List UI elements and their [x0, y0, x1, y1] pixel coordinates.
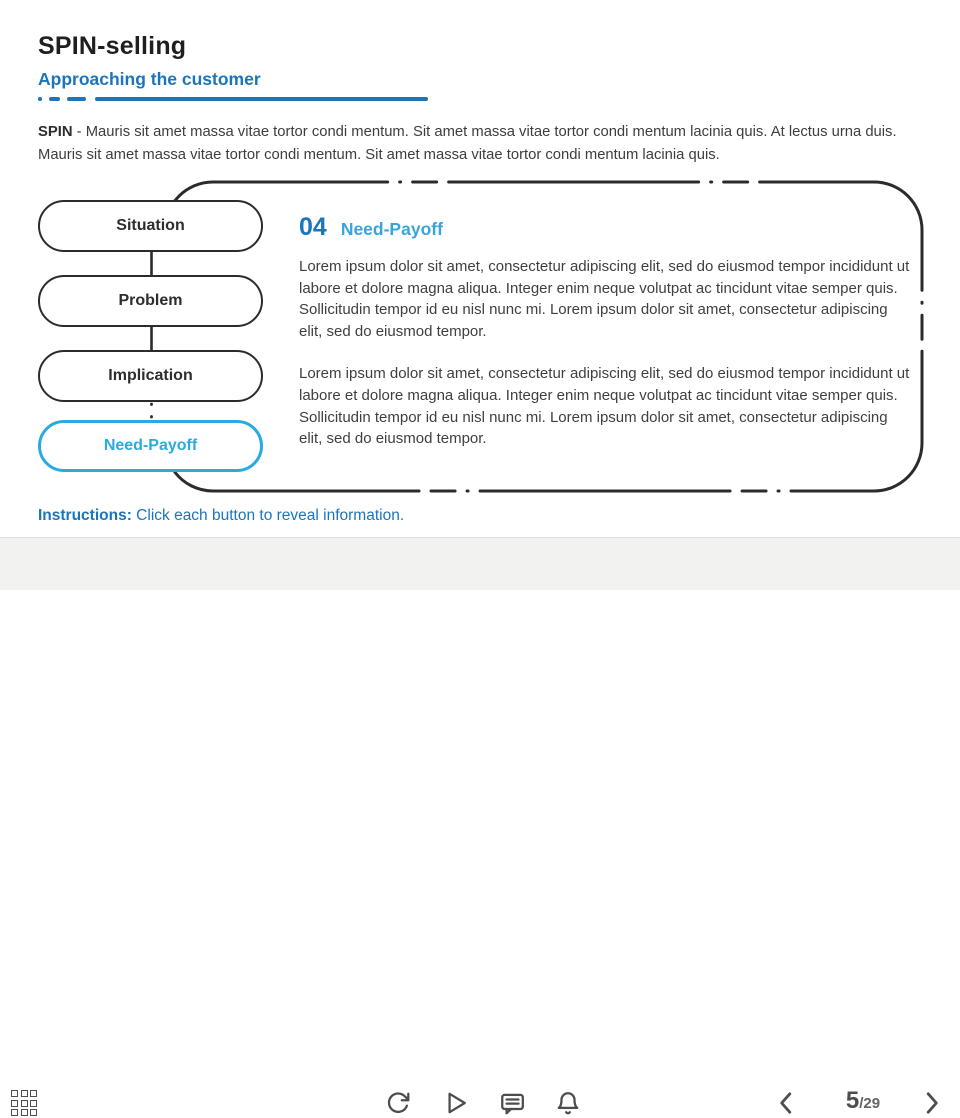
comment-icon	[499, 1090, 525, 1116]
intro-paragraph: SPIN - Mauris sit amet massa vitae tortor condi mentum. Sit amet massa vitae tortor condi mentum lacinia quis. At lectus urna duis. Mauris sit amet massa vitae tortor condi mentum. Sit amet massa vitae tortor condi mentum lacinia quis.	[38, 124, 897, 163]
button-situation[interactable]	[38, 200, 263, 252]
chevron-right-icon	[919, 1090, 945, 1116]
previous-slide-button[interactable]	[771, 1088, 801, 1118]
button-implication[interactable]	[38, 350, 263, 402]
accent-divider	[38, 97, 428, 101]
button-problem-label: Problem	[118, 292, 183, 309]
button-implication-label: Implication	[108, 367, 193, 384]
button-situation-label: Situation	[116, 217, 185, 234]
content-paragraph-1: Lorem ipsum dolor sit amet, consectetur adipiscing elit, sed do eiusmod tempor incididunt ut labore et dolore magna aliqua. Integer enim neque volutpat ac tincidunt vitae semper quis. Sollicitudin tempor id eu nisl nunc mi. Lorem ipsum dolor sit amet, consectetur adipiscing elit, sed do eiusmod tempor.	[299, 258, 910, 340]
content-step-title: Need-Payoff	[340, 219, 443, 239]
chevron-left-icon	[773, 1090, 799, 1116]
slide-subtitle: Approaching the customer	[38, 69, 261, 89]
intro-bold-term: SPIN	[38, 124, 73, 140]
menu-button[interactable]	[9, 1088, 39, 1118]
player-bar	[0, 537, 960, 1114]
button-need-payoff[interactable]	[38, 420, 263, 472]
page-counter	[818, 1087, 908, 1115]
content-paragraph-2: Lorem ipsum dolor sit amet, consectetur adipiscing elit, sed do eiusmod tempor incididunt ut labore et dolore magna aliqua. Integer enim neque volutpat ac tincidunt vitae semper quis. Sollicitudin tempor id eu nisl nunc mi. Lorem ipsum dolor sit amet, consectetur adipiscing elit, sed do eiusmod tempor.	[299, 365, 910, 448]
instructions-label: Instructions:	[38, 507, 132, 524]
page-current: 5	[845, 1087, 860, 1114]
next-slide-button[interactable]	[917, 1088, 947, 1118]
refresh-icon	[385, 1090, 411, 1116]
content-panel	[299, 213, 917, 450]
page-total: /29	[859, 1095, 881, 1112]
notifications-button[interactable]	[553, 1088, 583, 1118]
button-need-payoff-label: Need-Payoff	[103, 437, 198, 454]
content-heading	[299, 213, 917, 242]
slide-title: SPIN-selling	[38, 32, 187, 60]
instructions-line: Instructions: Click each button to reveal information.	[38, 507, 405, 524]
content-step-number: 04	[299, 213, 327, 241]
refresh-button[interactable]	[383, 1088, 413, 1118]
menu-grid-icon	[11, 1090, 37, 1116]
button-problem[interactable]	[38, 275, 263, 327]
play-icon	[442, 1090, 468, 1116]
notification-bell-icon	[555, 1090, 581, 1116]
play-button[interactable]	[440, 1088, 470, 1118]
comments-button[interactable]	[497, 1088, 527, 1118]
